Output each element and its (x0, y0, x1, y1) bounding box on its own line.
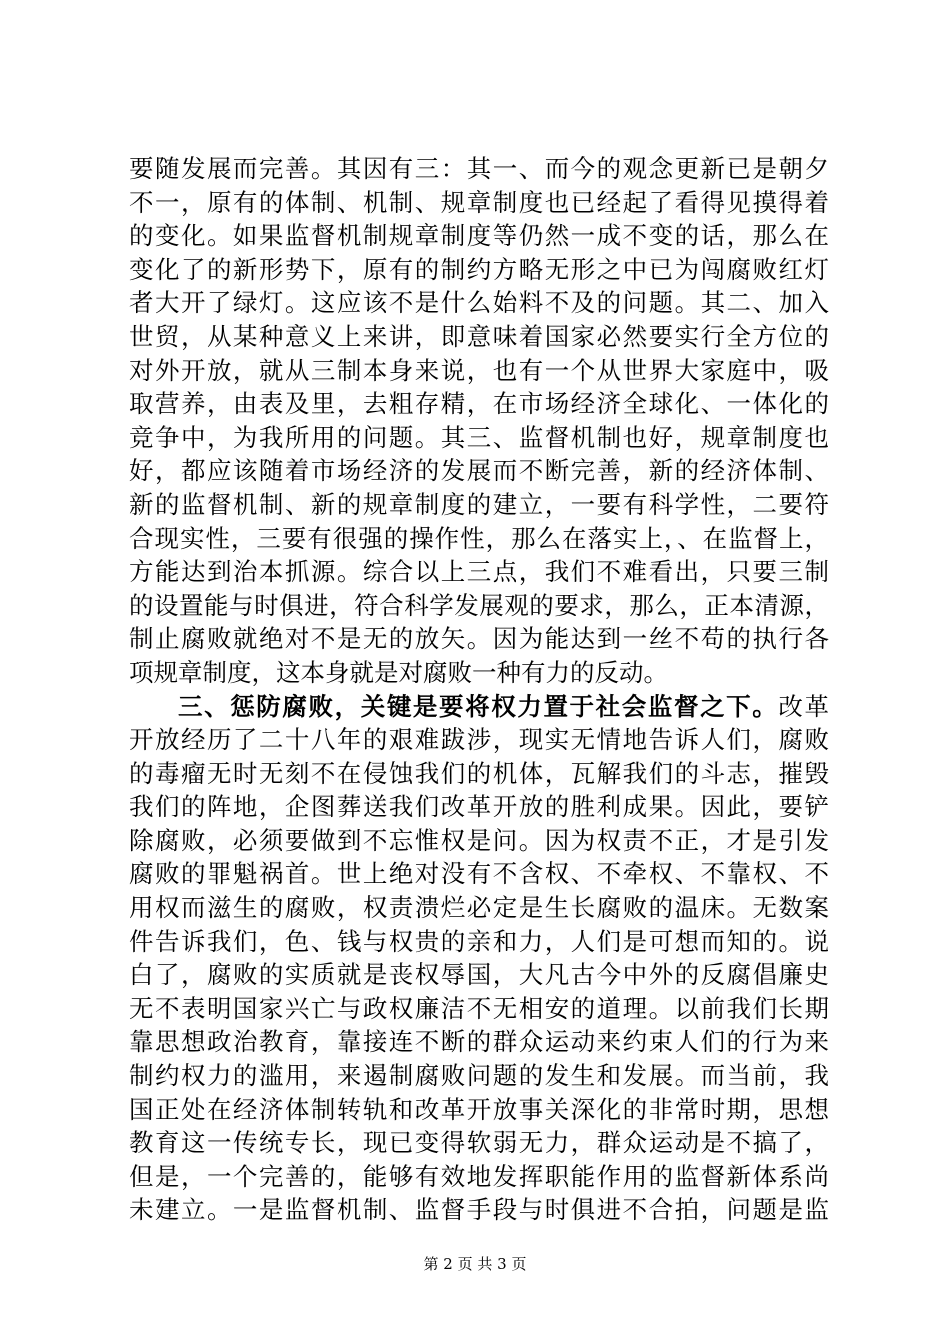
text-line: 制止腐败就绝对不是无的放矢。因为能达到一丝不苟的执行各 (129, 624, 829, 654)
text-line: 靠思想政治教育，靠接连不断的群众运动来约束人们的行为来 (129, 1027, 829, 1057)
text-line: 好，都应该随着市场经济的发展而不断完善，新的经济体制、 (129, 456, 829, 486)
text-line: 变化了的新形势下，原有的制约方略无形之中已为闯腐败红灯 (129, 254, 829, 284)
text-line: 腐败的罪魁祸首。世上绝对没有不含权、不牵权、不靠权、不 (129, 859, 829, 889)
text-line: 件告诉我们，色、钱与权贵的亲和力，人们是可想而知的。说 (129, 926, 829, 956)
text-line: 制约权力的滥用，来遏制腐败问题的发生和发展。而当前，我 (129, 1061, 829, 1091)
text-line: 竞争中，为我所用的问题。其三、监督机制也好，规章制度也 (129, 422, 829, 452)
text-line: 的毒瘤无时无刻不在侵蚀我们的机体，瓦解我们的斗志，摧毁 (129, 758, 829, 788)
section-heading: 三、惩防腐败，关键是要将权力置于社会监督之下。 (178, 691, 779, 721)
text-line: 合现实性，三要有很强的操作性，那么在落实上，、在监督上， (129, 523, 829, 553)
section-heading-line (129, 690, 829, 724)
text-line: 世贸，从某种意义上来讲，即意味着国家必然要实行全方位的 (129, 321, 829, 351)
text-line: 教育这一传统专长，现已变得软弱无力，群众运动是不搞了， (129, 1128, 829, 1158)
body-text (129, 152, 829, 1227)
text-line: 用权而滋生的腐败，权责溃烂必定是生长腐败的温床。无数案 (129, 893, 829, 923)
text-line: 者大开了绿灯。这应该不是什么始料不及的问题。其二、加入 (129, 288, 829, 318)
text-line: 要随发展而完善。其因有三：其一、而今的观念更新已是朝夕 (129, 154, 829, 183)
text-line: 未建立。一是监督机制、监督手段与时俱进不合拍，问题是监 (129, 1195, 829, 1225)
text-line: 国正处在经济体制转轨和改革开放事关深化的非常时期，思想 (129, 1094, 829, 1124)
paragraph (129, 152, 829, 690)
text-line: 的变化。如果监督机制规章制度等仍然一成不变的话，那么在 (129, 221, 829, 251)
text-line: 开放经历了二十八年的艰难跋涉，现实无情地告诉人们，腐败 (129, 725, 829, 755)
text-line: 对外开放，就从三制本身来说，也有一个从世界大家庭中，吸 (129, 355, 829, 385)
text-line: 不一，原有的体制、机制、规章制度也已经起了看得见摸得着 (129, 187, 829, 217)
text-line: 我们的阵地，企图葬送我们改革开放的胜利成果。因此，要铲 (129, 792, 829, 822)
text-line: 无不表明国家兴亡与政权廉洁不无相安的道理。以前我们长期 (129, 993, 829, 1023)
text-line: 取营养，由表及里，去粗存精，在市场经济全球化、一体化的 (129, 389, 829, 419)
text-line: 但是，一个完善的，能够有效地发挥职能作用的监督新体系尚 (129, 1161, 829, 1191)
text-line-tail: 改革 (778, 691, 830, 721)
text-line: 的设置能与时俱进，符合科学发展观的要求，那么，正本清源， (129, 590, 829, 620)
paragraph (129, 690, 829, 1228)
text-line: 方能达到治本抓源。综合以上三点，我们不难看出，只要三制 (129, 557, 829, 587)
page-footer: 第 2 页 共 3 页 (423, 1255, 527, 1273)
text-line: 除腐败，必须要做到不忘惟权是问。因为权责不正，才是引发 (129, 825, 829, 855)
text-line: 项规章制度，这本身就是对腐败一种有力的反动。 (129, 657, 668, 687)
text-line: 白了，腐败的实质就是丧权辱国，大凡古今中外的反腐倡廉史 (129, 960, 829, 990)
text-line: 新的监督机制、新的规章制度的建立，一要有科学性，二要符 (129, 489, 829, 519)
